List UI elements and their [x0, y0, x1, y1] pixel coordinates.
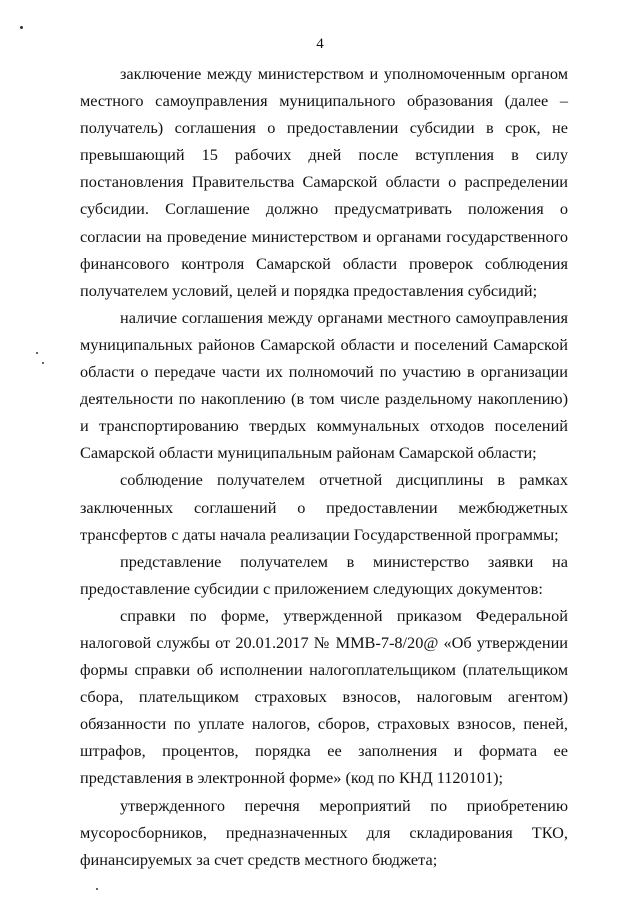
scan-speck: [88, 598, 90, 600]
scan-speck: [96, 888, 98, 890]
paragraph-1: заключение между министерством и уполномоченным органом местного самоуправления муниципального образования (далее – получатель) соглашения о предоставлении субсидии в срок, не превышающий 15 рабочих дней после вступления в силу постановления Правительства Самарской области о распределении субсидии. Соглашение должно предусматривать положения о согласии на проведение министерством и органами государственного финансового контроля Самарской области проверок соблюдения получателем условий, целей и порядка предоставления субсидий;: [80, 64, 568, 300]
document-body: [80, 60, 568, 873]
paragraph-2: наличие соглашения между органами местного самоуправления муниципальных районов Самарской области и поселений Самарской области о передаче части их полномочий по участию в организации деятельности по накоплению (в том числе раздельному накоплению) и транспортированию твердых коммунальных отходов поселений Самарской области муниципальным районам Самарской области;: [80, 307, 568, 463]
paragraph-5: справки по форме, утвержденной приказом Федеральной налоговой службы от 20.01.2017 № ММВ-7-8/20@ «Об утверждении формы справки об исполнении налогоплательщиком (плательщиком сбора, плательщиком страховых взносов, налоговым агентом) обязанности по уплате налогов, сборов, страховых взносов, пеней, штрафов, процентов, порядка ее заполнения и формата ее представления в электронной форме» (код по КНД 1120101);: [80, 605, 568, 788]
paragraph-6: утвержденного перечня мероприятий по приобретению мусоросборников, предназначенных для складирования ТКО, финансируемых за счет средств местного бюджета;: [80, 795, 568, 869]
scan-speck: [42, 362, 44, 364]
scan-speck: [36, 352, 38, 354]
scan-speck: [20, 26, 23, 29]
paragraph-3: соблюдение получателем отчетной дисциплины в рамках заключенных соглашений о предоставлении межбюджетных трансфертов с даты начала реализации Государственной программы;: [80, 470, 568, 544]
paragraph-4: представление получателем в министерство заявки на предоставление субсидии с приложением следующих документов:: [80, 551, 568, 598]
page-number: 4: [316, 36, 324, 52]
